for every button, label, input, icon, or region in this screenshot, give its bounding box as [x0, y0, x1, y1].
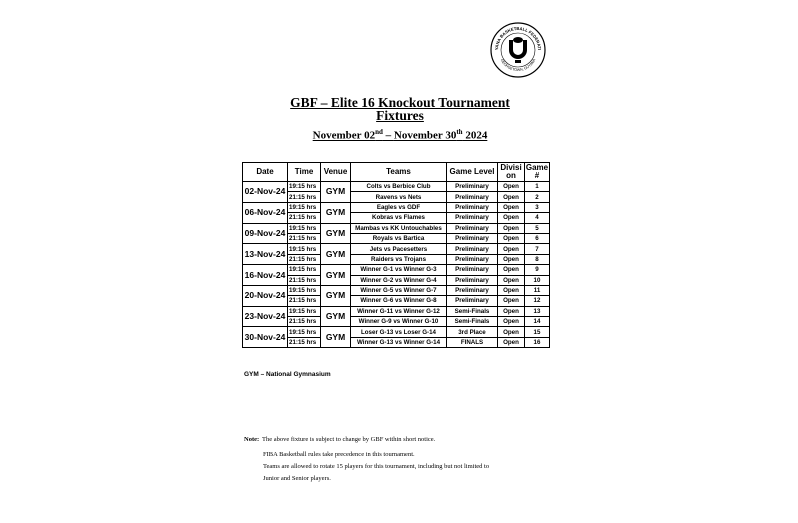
venue-cell: GYM: [321, 202, 351, 223]
time-cell: 21:15 hrs: [288, 296, 321, 306]
game-level-cell: Preliminary: [447, 285, 498, 295]
game-number-cell: 3: [525, 202, 550, 212]
teams-cell: Ravens vs Nets: [351, 192, 447, 202]
game-level-cell: Preliminary: [447, 202, 498, 212]
note-label: Note:: [244, 436, 260, 443]
column-header-division: Divisi on: [498, 163, 525, 182]
venue-cell: GYM: [321, 306, 351, 327]
game-level-cell: FINALS: [447, 337, 498, 347]
column-header-date: Date: [243, 163, 288, 182]
logo-text-bottom: GEORGETOWN, GUYANA: [499, 58, 537, 73]
time-cell: 19:15 hrs: [288, 327, 321, 337]
table-row: [243, 265, 550, 275]
date-cell: 02-Nov-24: [243, 182, 288, 203]
fixtures-table: [242, 162, 550, 348]
table-row: [243, 192, 550, 202]
division-cell: Open: [498, 275, 525, 285]
time-cell: 21:15 hrs: [288, 275, 321, 285]
table-row: [243, 327, 550, 337]
time-cell: 19:15 hrs: [288, 265, 321, 275]
time-cell: 19:15 hrs: [288, 306, 321, 316]
logo-text-top: YANA BASKETBALL FEDERATI: [493, 25, 543, 51]
game-level-cell: Preliminary: [447, 254, 498, 264]
game-level-cell: Preliminary: [447, 192, 498, 202]
game-number-cell: 2: [525, 192, 550, 202]
division-cell: Open: [498, 202, 525, 212]
venue-cell: GYM: [321, 265, 351, 286]
note-line-3: Teams are allowed to rotate 15 players for this tournament, including but not limited to: [263, 463, 490, 470]
game-level-cell: Preliminary: [447, 223, 498, 233]
game-number-cell: 12: [525, 296, 550, 306]
column-header-game-number: Game #: [525, 163, 549, 180]
page-title: GBF – Elite 16 Knockout Tournament: [290, 95, 510, 110]
note-line-2: FIBA Basketball rules take precedence in this tournament.: [263, 451, 415, 458]
game-number-cell: 8: [525, 254, 550, 264]
venue-cell: GYM: [321, 244, 351, 265]
division-cell: Open: [498, 233, 525, 243]
date-cell: 16-Nov-24: [243, 265, 288, 286]
division-cell: Open: [498, 182, 525, 192]
game-level-cell: Preliminary: [447, 182, 498, 192]
division-cell: Open: [498, 223, 525, 233]
teams-cell: Winner G-9 vs Winner G-10: [351, 317, 447, 327]
teams-cell: Winner G-11 vs Winner G-12: [351, 306, 447, 316]
teams-cell: Winner G-13 vs Winner G-14: [351, 337, 447, 347]
time-cell: 21:15 hrs: [288, 317, 321, 327]
teams-cell: Royals vs Bartica: [351, 233, 447, 243]
time-cell: 21:15 hrs: [288, 337, 321, 347]
division-cell: Open: [498, 337, 525, 347]
teams-cell: Loser G-13 vs Loser G-14: [351, 327, 447, 337]
division-cell: Open: [498, 254, 525, 264]
game-number-cell: 16: [525, 337, 550, 347]
game-number-cell: 13: [525, 306, 550, 316]
table-header-row: [243, 163, 550, 182]
division-cell: Open: [498, 306, 525, 316]
game-number-cell: 14: [525, 317, 550, 327]
game-number-cell: 4: [525, 213, 550, 223]
time-cell: 21:15 hrs: [288, 233, 321, 243]
division-cell: Open: [498, 192, 525, 202]
teams-cell: Raiders vs Trojans: [351, 254, 447, 264]
time-cell: 19:15 hrs: [288, 244, 321, 254]
note-line-4: Junior and Senior players.: [263, 475, 331, 482]
table-row: [243, 317, 550, 327]
teams-cell: Eagles vs GDF: [351, 202, 447, 212]
table-row: [243, 296, 550, 306]
date-cell: 06-Nov-24: [243, 202, 288, 223]
table-row: [243, 233, 550, 243]
teams-cell: Colts vs Berbice Club: [351, 182, 447, 192]
table-row: [243, 202, 550, 212]
date-cell: 23-Nov-24: [243, 306, 288, 327]
time-cell: 21:15 hrs: [288, 192, 321, 202]
teams-cell: Kobras vs Flames: [351, 213, 447, 223]
teams-cell: Winner G-5 vs Winner G-7: [351, 285, 447, 295]
division-cell: Open: [498, 265, 525, 275]
column-header-teams: Teams: [351, 163, 447, 182]
division-cell: Open: [498, 327, 525, 337]
column-header-game-level: Game Level: [447, 163, 498, 182]
game-number-cell: 6: [525, 233, 550, 243]
division-cell: Open: [498, 296, 525, 306]
venue-cell: GYM: [321, 327, 351, 348]
teams-cell: Winner G-1 vs Winner G-3: [351, 265, 447, 275]
table-row: [243, 244, 550, 254]
teams-cell: Jets vs Pacesetters: [351, 244, 447, 254]
venue-cell: GYM: [321, 182, 351, 203]
table-row: [243, 306, 550, 316]
game-level-cell: Preliminary: [447, 275, 498, 285]
page-subtitle: Fixtures: [376, 108, 424, 123]
game-number-cell: 7: [525, 244, 550, 254]
time-cell: 19:15 hrs: [288, 182, 321, 192]
table-row: [243, 182, 550, 192]
time-cell: 21:15 hrs: [288, 213, 321, 223]
teams-cell: Mambas vs KK Untouchables: [351, 223, 447, 233]
game-level-cell: Semi-Finals: [447, 317, 498, 327]
game-level-cell: Preliminary: [447, 233, 498, 243]
column-header-time: Time: [288, 163, 321, 182]
table-row: [243, 337, 550, 347]
division-cell: Open: [498, 244, 525, 254]
division-cell: Open: [498, 285, 525, 295]
column-header-venue: Venue: [321, 163, 351, 182]
table-row: [243, 254, 550, 264]
note-line-1: The above fixture is subject to change by GBF within short notice.: [262, 436, 436, 443]
date-cell: 09-Nov-24: [243, 223, 288, 244]
table-row: [243, 275, 550, 285]
game-number-cell: 5: [525, 223, 550, 233]
table-row: [243, 213, 550, 223]
gbf-seal-logo: [490, 22, 546, 78]
division-cell: Open: [498, 317, 525, 327]
game-level-cell: Preliminary: [447, 296, 498, 306]
game-number-cell: 9: [525, 265, 550, 275]
game-number-cell: 10: [525, 275, 550, 285]
teams-cell: Winner G-6 vs Winner G-8: [351, 296, 447, 306]
date-cell: 13-Nov-24: [243, 244, 288, 265]
date-cell: 20-Nov-24: [243, 285, 288, 306]
game-level-cell: 3rd Place: [447, 327, 498, 337]
venue-cell: GYM: [321, 223, 351, 244]
table-row: [243, 285, 550, 295]
teams-cell: Winner G-2 vs Winner G-4: [351, 275, 447, 285]
time-cell: 21:15 hrs: [288, 254, 321, 264]
time-cell: 19:15 hrs: [288, 223, 321, 233]
tournament-dates: November 02nd – November 30th 2024: [312, 128, 488, 142]
venue-cell: GYM: [321, 285, 351, 306]
game-number-cell: 1: [525, 182, 550, 192]
game-number-cell: 15: [525, 327, 550, 337]
time-cell: 19:15 hrs: [288, 202, 321, 212]
table-row: [243, 223, 550, 233]
game-level-cell: Preliminary: [447, 244, 498, 254]
game-number-cell: 11: [525, 285, 550, 295]
division-cell: Open: [498, 213, 525, 223]
game-level-cell: Preliminary: [447, 265, 498, 275]
game-level-cell: Semi-Finals: [447, 306, 498, 316]
time-cell: 19:15 hrs: [288, 285, 321, 295]
date-cell: 30-Nov-24: [243, 327, 288, 348]
venue-legend: GYM – National Gymnasium: [244, 371, 331, 378]
game-level-cell: Preliminary: [447, 213, 498, 223]
